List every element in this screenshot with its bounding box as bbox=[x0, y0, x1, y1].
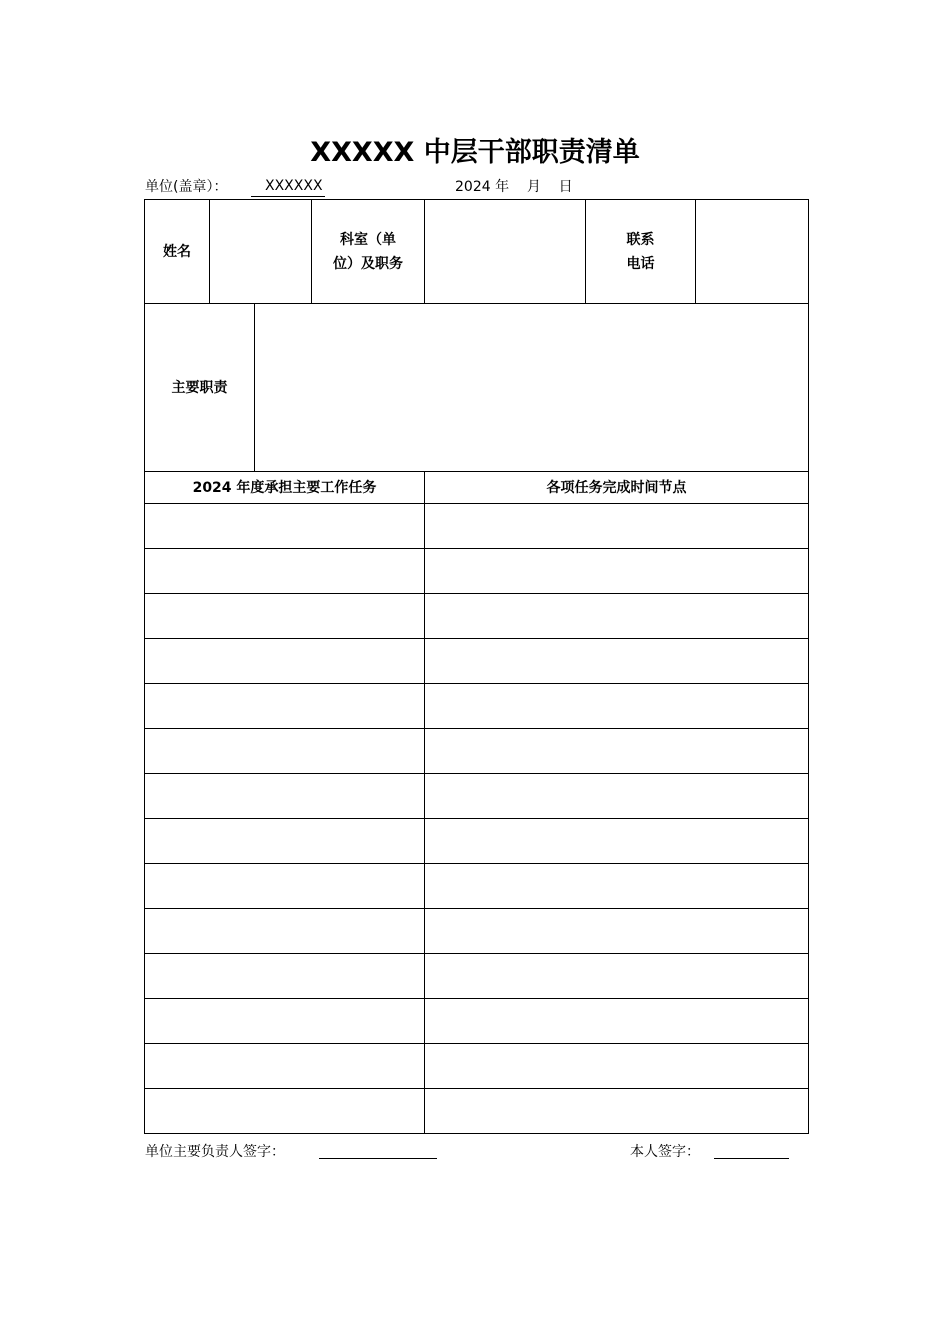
table-row bbox=[145, 684, 809, 729]
task-cell[interactable] bbox=[145, 1089, 425, 1134]
deadline-cell[interactable] bbox=[425, 774, 809, 819]
phone-field[interactable] bbox=[696, 200, 809, 304]
task-cell[interactable] bbox=[145, 549, 425, 594]
phone-label-line1: 联系 bbox=[626, 231, 655, 248]
deadline-cell[interactable] bbox=[425, 639, 809, 684]
duty-field[interactable] bbox=[255, 304, 809, 472]
deadline-cell[interactable] bbox=[425, 1044, 809, 1089]
task-cell[interactable] bbox=[145, 1044, 425, 1089]
table-row bbox=[145, 819, 809, 864]
header-row bbox=[145, 200, 809, 304]
deadline-cell[interactable] bbox=[425, 594, 809, 639]
leader-signature-field[interactable] bbox=[319, 1158, 437, 1159]
deadline-cell[interactable] bbox=[425, 909, 809, 954]
deadline-column-header: 各项任务完成时间节点 bbox=[425, 472, 809, 504]
task-cell[interactable] bbox=[145, 639, 425, 684]
task-cell[interactable] bbox=[145, 684, 425, 729]
name-field[interactable] bbox=[210, 200, 312, 304]
task-cell[interactable] bbox=[145, 819, 425, 864]
table-row bbox=[145, 954, 809, 999]
phone-label bbox=[586, 200, 696, 304]
self-signature-field[interactable] bbox=[714, 1158, 789, 1159]
deadline-cell[interactable] bbox=[425, 864, 809, 909]
table-row bbox=[145, 639, 809, 684]
task-cell[interactable] bbox=[145, 864, 425, 909]
document-meta bbox=[145, 176, 808, 198]
table-row bbox=[145, 729, 809, 774]
table-row bbox=[145, 999, 809, 1044]
deadline-cell[interactable] bbox=[425, 999, 809, 1044]
task-cell[interactable] bbox=[145, 504, 425, 549]
task-cell[interactable] bbox=[145, 909, 425, 954]
table-row bbox=[145, 504, 809, 549]
deadline-cell[interactable] bbox=[425, 504, 809, 549]
date-field[interactable]: 2024 年 月 日 bbox=[455, 179, 573, 195]
unit-field[interactable]: XXXXXX bbox=[251, 176, 325, 197]
dept-label bbox=[312, 200, 425, 304]
table-row bbox=[145, 864, 809, 909]
table-row bbox=[145, 549, 809, 594]
task-cell[interactable] bbox=[145, 999, 425, 1044]
deadline-cell[interactable] bbox=[425, 549, 809, 594]
dept-label-line1: 科室（单 bbox=[340, 231, 396, 248]
leader-signature-label: 单位主要负责人签字： bbox=[145, 1144, 285, 1160]
duty-label: 主要职责 bbox=[145, 304, 255, 472]
unit-label: 单位(盖章）： bbox=[145, 179, 228, 195]
deadline-cell[interactable] bbox=[425, 684, 809, 729]
task-header-row bbox=[145, 472, 809, 504]
duty-row bbox=[145, 304, 809, 472]
dept-label-line2: 位）及职务 bbox=[333, 255, 403, 272]
deadline-cell[interactable] bbox=[425, 954, 809, 999]
signature-footer bbox=[145, 1141, 808, 1163]
name-label: 姓名 bbox=[145, 200, 210, 304]
table-row bbox=[145, 909, 809, 954]
deadline-cell[interactable] bbox=[425, 729, 809, 774]
task-cell[interactable] bbox=[145, 774, 425, 819]
deadline-cell[interactable] bbox=[425, 1089, 809, 1134]
task-cell[interactable] bbox=[145, 729, 425, 774]
page-title: XXXXX 中层干部职责清单 bbox=[310, 137, 640, 168]
table-row bbox=[145, 1044, 809, 1089]
task-cell[interactable] bbox=[145, 954, 425, 999]
phone-label-line2: 电话 bbox=[626, 255, 655, 272]
task-cell[interactable] bbox=[145, 594, 425, 639]
table-row bbox=[145, 774, 809, 819]
task-column-header: 2024 年度承担主要工作任务 bbox=[145, 472, 425, 504]
self-signature-label: 本人签字： bbox=[630, 1144, 700, 1160]
table-row bbox=[145, 594, 809, 639]
table-row bbox=[145, 1089, 809, 1134]
dept-field[interactable] bbox=[425, 200, 586, 304]
duty-list-table bbox=[144, 199, 809, 1134]
deadline-cell[interactable] bbox=[425, 819, 809, 864]
